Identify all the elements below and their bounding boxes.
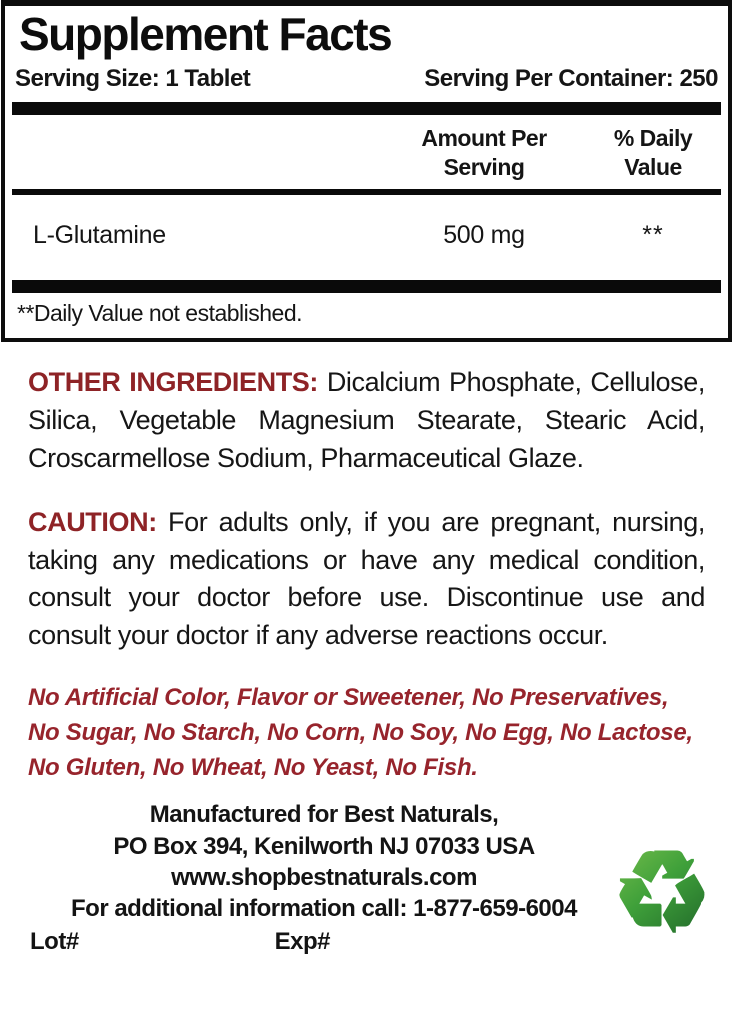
nutrient-row xyxy=(5,195,728,280)
free-of-claims-text: No Artificial Color, Flavor or Sweetener, No Preservatives, No Sugar, No Starch, No Corn, No Soy, No Egg, No Lactose, No Gluten, No Wheat, No Yeast, No Fish. xyxy=(28,683,693,781)
daily-value-footnote: **Daily Value not established. xyxy=(17,300,303,327)
serving-info-row xyxy=(5,61,728,102)
caution-paragraph xyxy=(28,504,705,655)
address-line: PO Box 394, Kenilworth NJ 07033 USA xyxy=(113,832,535,860)
supplement-facts-panel xyxy=(1,0,732,342)
column-headers-row xyxy=(5,115,728,190)
recycle-icon xyxy=(607,830,717,956)
exp-date-label: Exp# xyxy=(274,928,331,956)
serving-size-text: Serving Size: 1 Tablet xyxy=(15,64,251,92)
manufacturer-line: Manufactured for Best Naturals, xyxy=(149,801,499,829)
lot-number-label: Lot# xyxy=(30,928,79,956)
lot-exp-row xyxy=(0,924,648,957)
nutrient-daily-value: ** xyxy=(642,221,664,250)
percent-daily-value-header: % Daily Value xyxy=(613,124,693,180)
amount-per-serving-header: Amount Per Serving xyxy=(421,124,547,180)
nutrient-name: L-Glutamine xyxy=(33,221,166,250)
nutrient-amount: 500 mg xyxy=(443,221,525,250)
panel-title: Supplement Facts xyxy=(19,8,392,60)
website-line: www.shopbestnaturals.com xyxy=(171,863,477,891)
other-ingredients-paragraph xyxy=(28,364,705,477)
header-thick-bar xyxy=(12,102,721,115)
footnote-thick-bar xyxy=(12,280,721,293)
manufacturer-footer xyxy=(0,799,733,965)
servings-per-container-text: Serving Per Container: 250 xyxy=(424,64,718,92)
other-ingredients-label: OTHER INGREDIENTS: xyxy=(28,367,319,398)
manufacturer-info xyxy=(0,799,648,924)
recycle-symbol-glyph: ♻ xyxy=(611,830,713,956)
caution-label: CAUTION: xyxy=(28,506,157,537)
other-ingredients-text: Dicalcium Phosphate, Cellulose, Silica, Vegetable Magnesium Stearate, Stearic Acid, Croscarmellose Sodium, Pharmaceutical Glaze. xyxy=(28,367,705,473)
caution-text: For adults only, if you are pregnant, nursing, taking any medications or have any medical condition, consult your doctor before use. Discontinue use and consult your doctor if any adverse reactions occur. xyxy=(28,506,706,651)
phone-line: For additional information call: 1-877-659-6004 xyxy=(71,894,577,922)
